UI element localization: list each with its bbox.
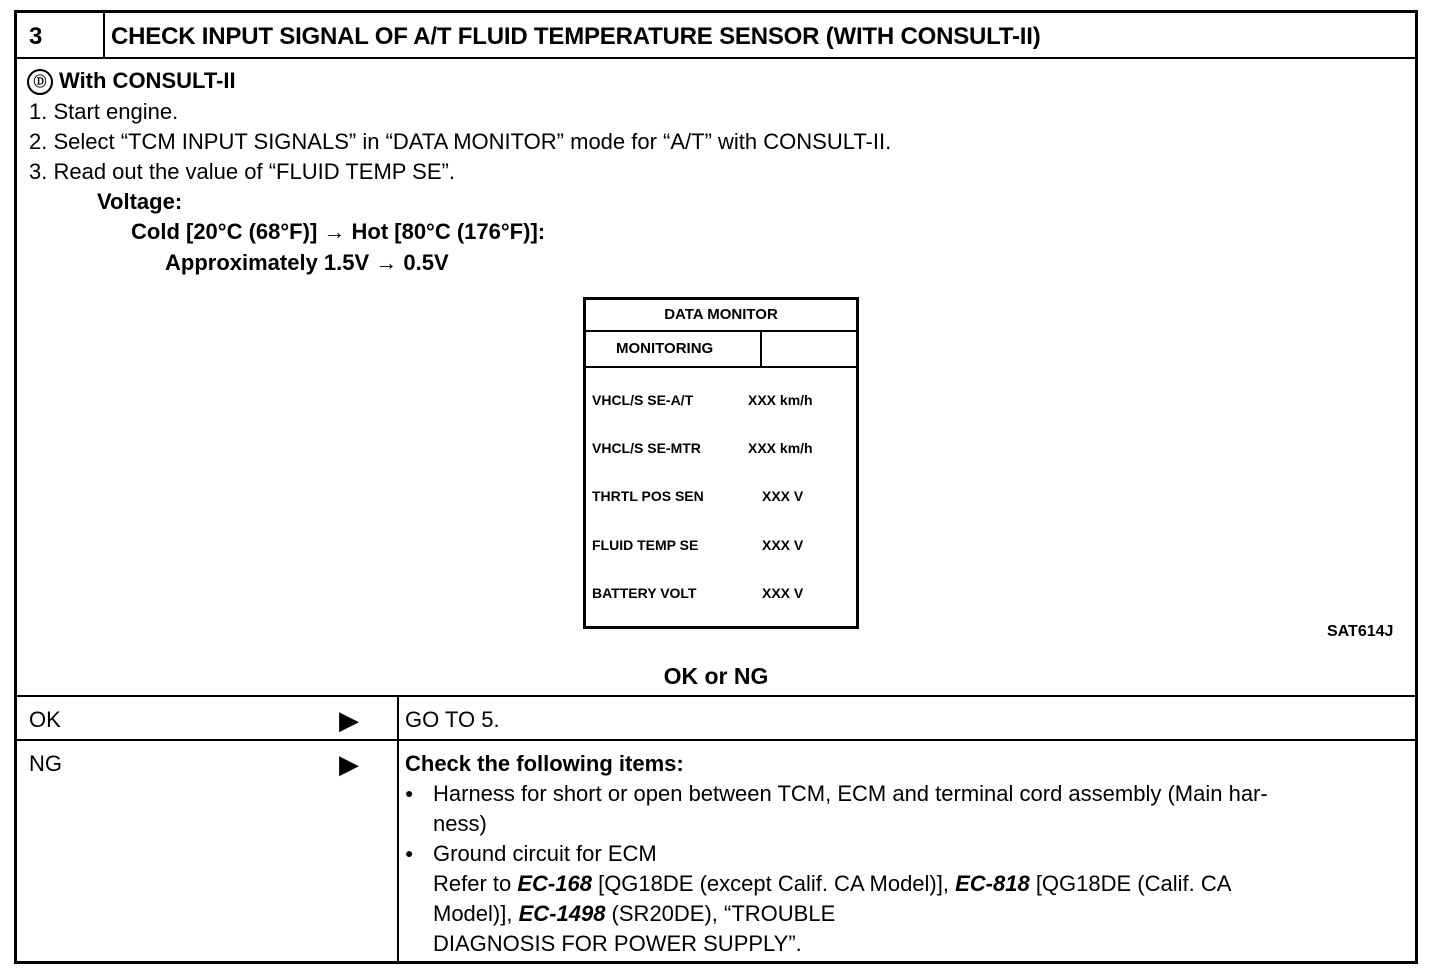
voltage-approx: Approximately 1.5V → 0.5V bbox=[165, 250, 449, 275]
step-3: 3. Read out the value of “FLUID TEMP SE”. bbox=[29, 159, 455, 184]
header-divider bbox=[103, 13, 105, 57]
monitor-row-value: XXX V bbox=[762, 488, 804, 504]
step-2: 2. Select “TCM INPUT SIGNALS” in “DATA MONITOR” mode for “A/T” with CONSULT-II. bbox=[29, 129, 892, 154]
consult-heading bbox=[27, 68, 236, 95]
monitor-row-value: XXX V bbox=[762, 537, 804, 553]
reference-text: [QG18DE (Calif. CA bbox=[1029, 871, 1232, 896]
monitor-row-label: VHCL/S SE-A/T bbox=[592, 392, 694, 408]
monitor-row-label: THRTL POS SEN bbox=[592, 488, 704, 504]
data-monitor-screen bbox=[583, 297, 859, 629]
monitor-row-label: BATTERY VOLT bbox=[592, 585, 697, 601]
result-prompt: OK or NG bbox=[663, 663, 769, 689]
header-rule bbox=[17, 57, 1415, 59]
monitor-row-label: VHCL/S SE-MTR bbox=[592, 440, 701, 456]
ng-heading: Check the following items: bbox=[405, 751, 684, 776]
monitor-subtitle: MONITORING bbox=[616, 340, 714, 357]
reference-link-ec818[interactable]: EC-818 bbox=[955, 871, 1030, 896]
consult-label: With CONSULT-II bbox=[59, 68, 236, 93]
monitor-divider bbox=[586, 330, 856, 332]
outcome-rule bbox=[17, 739, 1415, 741]
ng-arrow-icon: ▶ bbox=[339, 749, 359, 779]
consult-ii-icon: Ⓓ bbox=[27, 69, 53, 95]
monitor-row-label: FLUID TEMP SE bbox=[592, 537, 699, 553]
reference-line-1 bbox=[433, 871, 1231, 897]
monitor-row-value: XXX km/h bbox=[748, 392, 813, 408]
ok-label: OK bbox=[29, 707, 61, 732]
monitor-row-value: XXX km/h bbox=[748, 440, 813, 456]
reference-link-ec1498[interactable]: EC-1498 bbox=[518, 901, 606, 926]
monitor-divider bbox=[586, 366, 856, 368]
bullet-icon: ● bbox=[405, 785, 414, 801]
refer-prefix: Refer to bbox=[433, 871, 518, 896]
temperature-range: Cold [20°C (68°F)] → Hot [80°C (176°F)]: bbox=[131, 219, 546, 244]
ng-item-1: Harness for short or open between TCM, ECM and terminal cord assembly (Main har- bbox=[433, 781, 1268, 806]
reference-text: (SR20DE), “TROUBLE bbox=[605, 901, 836, 926]
ok-action: GO TO 5. bbox=[405, 707, 500, 732]
outcome-divider bbox=[397, 695, 399, 963]
reference-line-3: DIAGNOSIS FOR POWER SUPPLY”. bbox=[433, 931, 802, 956]
figure-id: SAT614J bbox=[1327, 623, 1394, 640]
reference-text: Model)], bbox=[433, 901, 519, 926]
reference-line-2 bbox=[433, 901, 835, 927]
monitor-divider bbox=[760, 330, 762, 366]
result-rule bbox=[17, 695, 1415, 697]
step-number: 3 bbox=[29, 23, 43, 50]
ng-item-1-cont: ness) bbox=[433, 811, 487, 836]
procedure-table bbox=[14, 10, 1418, 964]
monitor-row-value: XXX V bbox=[762, 585, 804, 601]
ng-item-2: Ground circuit for ECM bbox=[433, 841, 657, 866]
ng-label: NG bbox=[29, 751, 62, 776]
voltage-label: Voltage: bbox=[97, 189, 183, 214]
bullet-icon: ● bbox=[405, 845, 414, 861]
ok-arrow-icon: ▶ bbox=[339, 705, 359, 735]
reference-link-ec168[interactable]: EC-168 bbox=[517, 871, 592, 896]
step-1: 1. Start engine. bbox=[29, 99, 179, 124]
monitor-title: DATA MONITOR bbox=[664, 306, 778, 323]
step-title: CHECK INPUT SIGNAL OF A/T FLUID TEMPERATURE SENSOR (WITH CONSULT-II) bbox=[111, 23, 1041, 50]
reference-text: [QG18DE (except Calif. CA Model)], bbox=[591, 871, 956, 896]
